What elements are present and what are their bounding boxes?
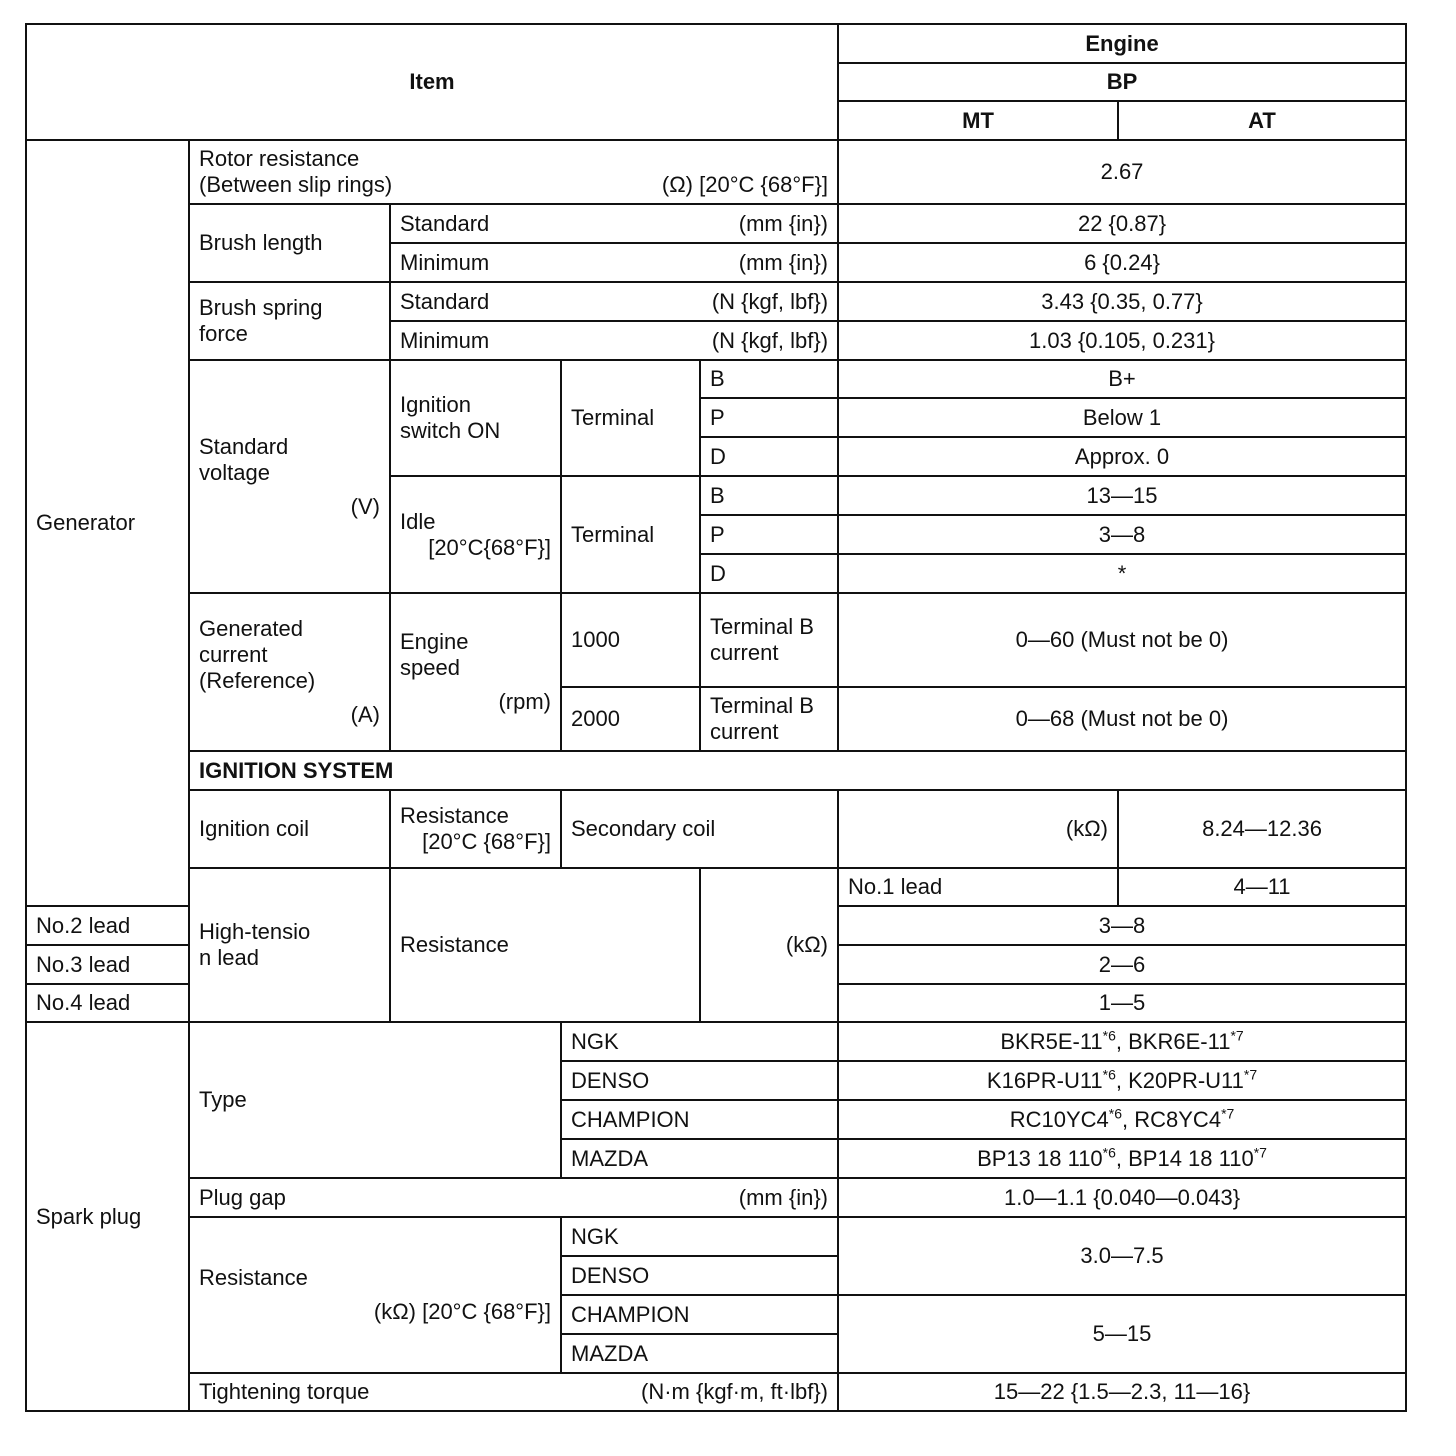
type-denso-b: , K20PR-U11 (1115, 1067, 1244, 1093)
engine-speed-line2: speed (400, 655, 460, 680)
brush-length-standard-label: Standard (400, 210, 490, 236)
type-champion-sa: *6 (1108, 1105, 1123, 1122)
coil-res-line2: [20°C {68°F}] (422, 829, 551, 854)
idle-terminal-d-value: * (838, 554, 1406, 593)
terminal-b-current-2000 (700, 687, 838, 751)
res-maker-champion: CHAMPION (561, 1295, 838, 1334)
type-champion-b: , RC8YC4 (1122, 1106, 1222, 1132)
gen-current-unit: (A) (350, 702, 380, 727)
type-denso-a: K16PR-U11 (986, 1067, 1103, 1093)
header-at: AT (1118, 101, 1406, 140)
idle-terminal: Terminal (561, 476, 700, 593)
idle-label (390, 476, 561, 593)
type-mazda-a: BP13 18 110 (977, 1145, 1103, 1171)
ignition-coil-label: Ignition coil (189, 790, 390, 868)
rotor-line2: (Between slip rings) (199, 172, 393, 197)
std-voltage-line2: voltage (199, 459, 270, 485)
lead-no1-value: 4—11 (1118, 868, 1406, 906)
ht-lead-label (189, 868, 390, 1022)
type-maker-ngk: NGK (561, 1022, 838, 1061)
type-ngk-value (838, 1022, 1406, 1061)
lead-no3-value: 2—6 (838, 945, 1406, 984)
std-voltage-unit: (V) (350, 493, 380, 519)
brush-length-minimum-label: Minimum (400, 249, 490, 275)
type-ngk-a: BKR5E-11 (1000, 1028, 1103, 1054)
ign-terminal-d: D (700, 437, 838, 476)
res-value-2: 5—15 (838, 1295, 1406, 1373)
plug-gap (189, 1178, 838, 1217)
brush-spring-standard (390, 282, 838, 321)
brush-length-minimum-value: 6 {0.24} (838, 243, 1406, 282)
plug-gap-value: 1.0—1.1 {0.040—0.043} (838, 1178, 1406, 1217)
engine-speed-label (390, 593, 561, 751)
terminal-b-2000-line1: Terminal B (710, 693, 814, 718)
brush-spring-label (189, 282, 390, 360)
terminal-b-1000-line1: Terminal B (710, 614, 814, 639)
header-item: Item (26, 24, 838, 140)
ht-lead-line1: High-tensio (199, 919, 311, 944)
idle-line1: Idle (400, 508, 436, 534)
res-maker-denso: DENSO (561, 1256, 838, 1295)
terminal-b-1000-line2: current (710, 640, 779, 665)
coil-resistance (390, 790, 561, 868)
torque-unit: (N·m {kgf·m, ft·lbf}) (641, 1379, 829, 1404)
rotor-value: 2.67 (838, 140, 1406, 204)
secondary-coil: Secondary coil (561, 790, 838, 868)
spark-res-unit: (kΩ) [20°C {68°F}] (373, 1299, 551, 1324)
terminal-b-current-1000 (700, 593, 838, 687)
header-engine: Engine (838, 24, 1406, 63)
brush-length-label: Brush length (189, 204, 390, 282)
res-maker-mazda: MAZDA (561, 1334, 838, 1373)
rpm-1000: 1000 (561, 593, 700, 687)
rotor-line1: Rotor resistance (199, 146, 360, 171)
lead-no2: No.2 lead (26, 906, 189, 945)
idle-terminal-p: P (700, 515, 838, 554)
ht-lead-line2: n lead (199, 945, 259, 970)
ignition-system-title: IGNITION SYSTEM (189, 751, 1406, 790)
ign-terminal-b-value: B+ (838, 360, 1406, 398)
lead-no3: No.3 lead (26, 945, 189, 984)
plug-gap-unit: (mm {in}) (738, 1184, 829, 1210)
brush-length-standard (390, 204, 838, 243)
res-value-1: 3.0—7.5 (838, 1217, 1406, 1295)
coil-res-line1: Resistance (400, 803, 509, 828)
engine-speed-line1: Engine (400, 629, 469, 654)
ignition-line1: Ignition (400, 392, 471, 417)
brush-spring-minimum-unit: (N {kgf, lbf}) (711, 327, 829, 353)
ignition-switch-on (390, 360, 561, 476)
ht-lead-unit: (kΩ) (700, 868, 838, 1022)
coil-unit: (kΩ) (838, 790, 1118, 868)
tightening-torque (189, 1373, 838, 1411)
brush-length-minimum-unit: (mm {in}) (738, 249, 829, 275)
type-maker-denso: DENSO (561, 1061, 838, 1100)
spec-table (25, 23, 1407, 1412)
type-champion-a: RC10YC4 (1009, 1106, 1109, 1132)
type-denso-sa: *6 (1102, 1066, 1116, 1083)
type-ngk-b: , BKR6E-11 (1115, 1028, 1231, 1054)
spark-plug-label: Spark plug (26, 1022, 189, 1411)
brush-spring-standard-unit: (N {kgf, lbf}) (711, 288, 829, 314)
brush-spring-minimum-label: Minimum (400, 327, 490, 353)
gen-current-line3: (Reference) (199, 668, 316, 693)
type-ngk-sb: *7 (1230, 1027, 1244, 1044)
lead-no1: No.1 lead (838, 868, 1118, 906)
ign-terminal-b: B (700, 360, 838, 398)
spark-resistance (189, 1217, 561, 1373)
gen-current-label (189, 593, 390, 751)
idle-terminal-p-value: 3—8 (838, 515, 1406, 554)
terminal-b-2000-line2: current (710, 719, 779, 744)
std-voltage-label (189, 360, 390, 593)
engine-speed-unit: (rpm) (498, 689, 551, 714)
brush-spring-line1: Brush spring (199, 295, 323, 320)
type-ngk-sa: *6 (1102, 1027, 1116, 1044)
rotor-unit: (Ω) [20°C {68°F}] (661, 172, 829, 197)
header-mt: MT (838, 101, 1118, 140)
ignition-terminal: Terminal (561, 360, 700, 476)
res-maker-ngk: NGK (561, 1217, 838, 1256)
type-denso-value (838, 1061, 1406, 1100)
brush-spring-line2: force (199, 321, 248, 346)
brush-spring-minimum (390, 321, 838, 360)
current-1000-value: 0—60 (Must not be 0) (838, 593, 1406, 687)
type-champion-sb: *7 (1221, 1105, 1235, 1122)
type-champion-value (838, 1100, 1406, 1139)
brush-spring-minimum-value: 1.03 {0.105, 0.231} (838, 321, 1406, 360)
torque-label: Tightening torque (199, 1379, 370, 1404)
spark-type-label: Type (189, 1022, 561, 1178)
generator-label: Generator (26, 140, 189, 906)
gen-current-line1: Generated (199, 616, 303, 641)
plug-gap-label: Plug gap (199, 1184, 286, 1210)
header-engine-code: BP (838, 63, 1406, 101)
idle-terminal-b-value: 13—15 (838, 476, 1406, 515)
type-mazda-b: , BP14 18 110 (1115, 1145, 1254, 1171)
ignition-line2: switch ON (400, 418, 501, 443)
lead-no4: No.4 lead (26, 984, 189, 1022)
brush-length-minimum (390, 243, 838, 282)
type-mazda-value (838, 1139, 1406, 1178)
ign-terminal-d-value: Approx. 0 (838, 437, 1406, 476)
ign-terminal-p-value: Below 1 (838, 398, 1406, 437)
type-mazda-sa: *6 (1102, 1144, 1116, 1161)
brush-spring-standard-value: 3.43 {0.35, 0.77} (838, 282, 1406, 321)
current-2000-value: 0—68 (Must not be 0) (838, 687, 1406, 751)
idle-terminal-b: B (700, 476, 838, 515)
coil-value: 8.24—12.36 (1118, 790, 1406, 868)
std-voltage-line1: Standard (199, 433, 289, 459)
torque-value: 15—22 {1.5—2.3, 11—16} (838, 1373, 1406, 1411)
brush-length-standard-unit: (mm {in}) (738, 210, 829, 236)
lead-no4-value: 1—5 (838, 984, 1406, 1022)
brush-spring-standard-label: Standard (400, 288, 490, 314)
spark-res-label: Resistance (199, 1265, 308, 1290)
idle-line2: [20°C{68°F}] (428, 534, 551, 560)
type-mazda-sb: *7 (1253, 1144, 1267, 1161)
type-denso-sb: *7 (1243, 1066, 1258, 1083)
rotor-resistance (189, 140, 838, 204)
lead-no2-value: 3—8 (838, 906, 1406, 945)
type-maker-mazda: MAZDA (561, 1139, 838, 1178)
gen-current-line2: current (199, 642, 268, 667)
type-maker-champion: CHAMPION (561, 1100, 838, 1139)
rpm-2000: 2000 (561, 687, 700, 751)
ht-lead-resistance: Resistance (390, 868, 700, 1022)
idle-terminal-d: D (700, 554, 838, 593)
brush-length-standard-value: 22 {0.87} (838, 204, 1406, 243)
ign-terminal-p: P (700, 398, 838, 437)
